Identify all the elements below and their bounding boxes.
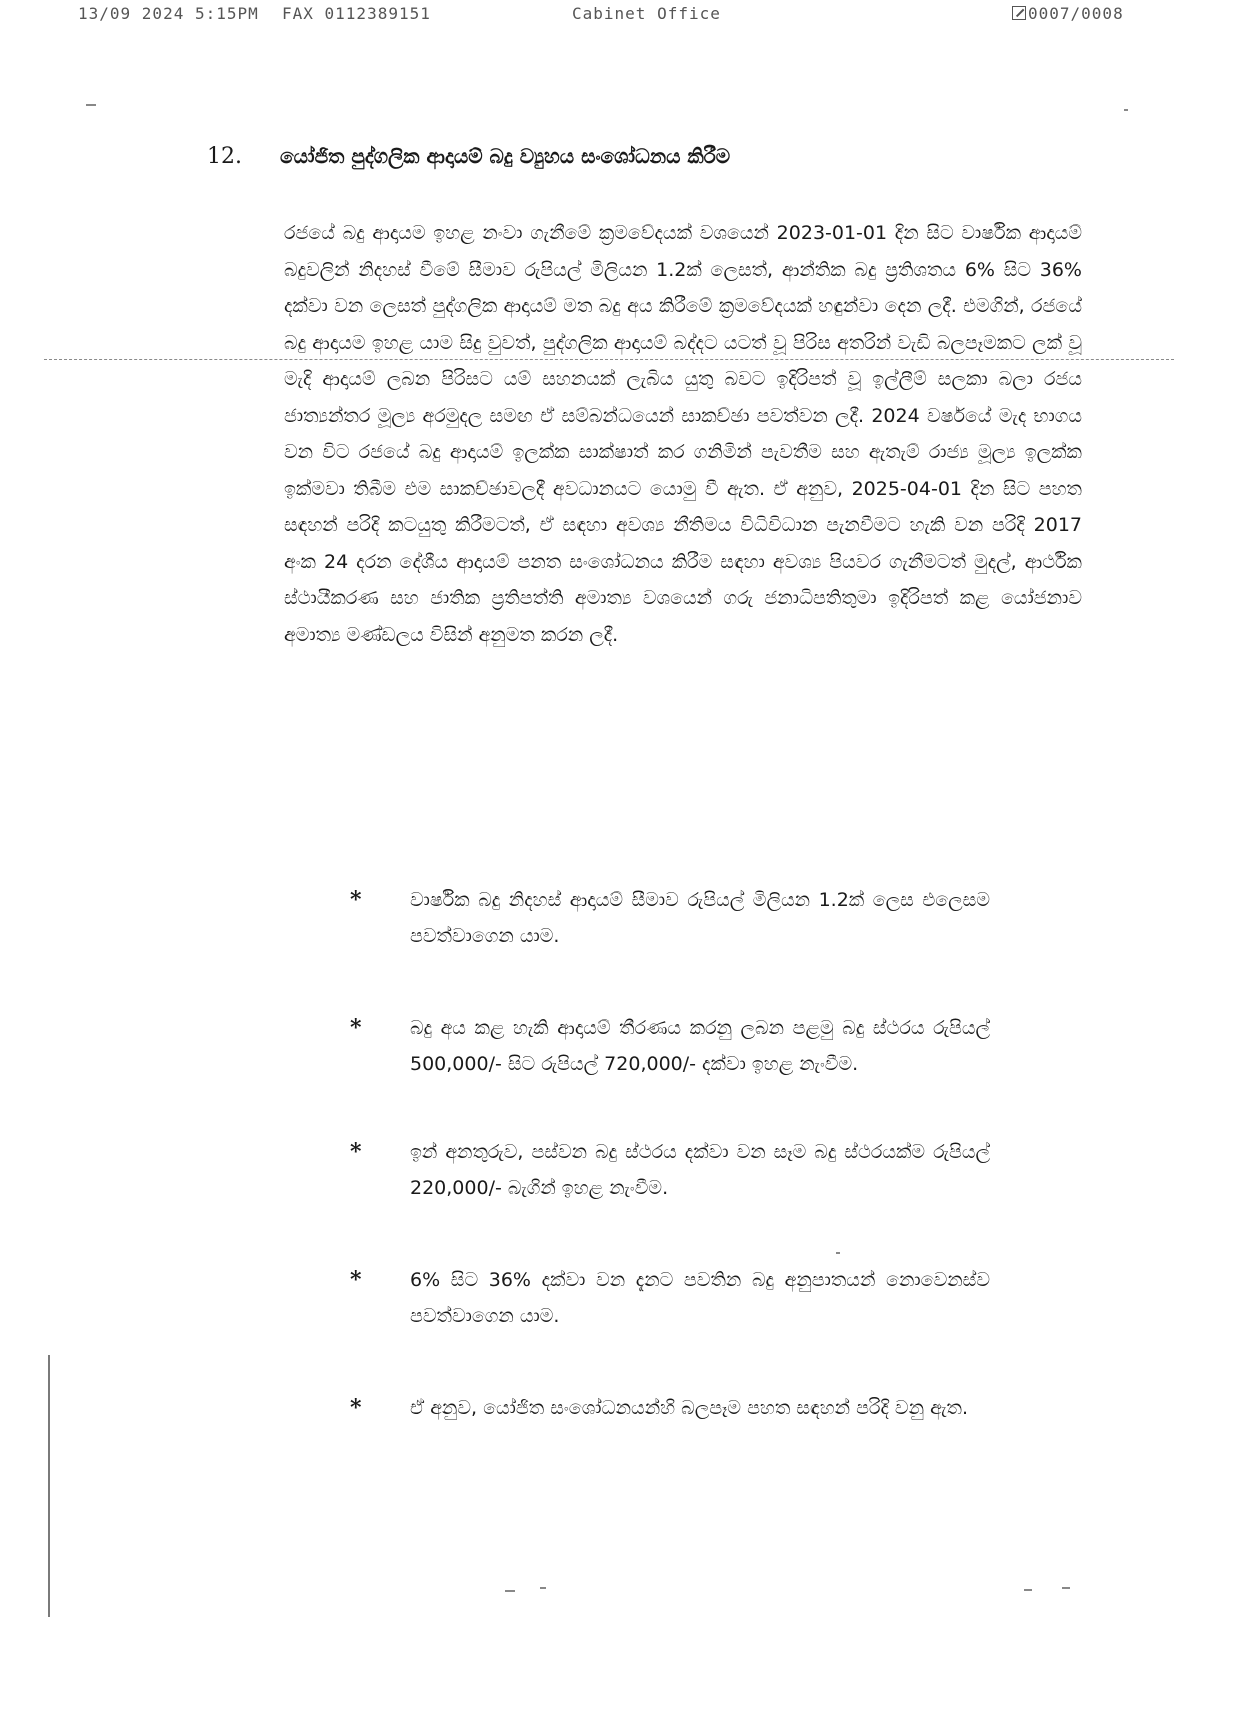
fax-transmission-header bbox=[0, 4, 1254, 28]
bullet-item bbox=[350, 1390, 990, 1426]
asterisk-bullet-icon: * bbox=[350, 1139, 362, 1165]
bullet-text: ඉන් අනතුරුව, පස්වන බදු ස්ථරය දක්වා වන සෑම බදු ස්ථරයක්ම රුපියල් 220,000/- බැගින් ඉහළ නැංවීම. bbox=[410, 1141, 990, 1199]
scan-speck bbox=[1024, 1589, 1032, 1591]
fax-page-counter bbox=[1012, 4, 1124, 23]
scan-speck bbox=[86, 104, 96, 106]
fax-datetime: 13/09 2024 5:15PM bbox=[78, 4, 259, 23]
fax-page-number: 0007/0008 bbox=[1028, 4, 1124, 23]
bullet-text: බදු අය කළ හැකි ආදායම් තීරණය කරනු ලබන පළමු බදු ස්ථරය රුපියල් 500,000/- සිට රුපියල් 720,000/- දක්වා ඉහළ නැංවීම. bbox=[410, 1017, 990, 1075]
scan-speck bbox=[1124, 109, 1128, 111]
section-number: 12. bbox=[207, 144, 242, 169]
bullet-text: වාර්ෂික බදු නිදහස් ආදායම් සීමාව රුපියල් මිලියන 1.2ක් ලෙස එලෙසම පවත්වාගෙන යාම. bbox=[410, 889, 990, 947]
bullet-item bbox=[350, 1010, 990, 1082]
scan-speck bbox=[836, 1252, 840, 1254]
asterisk-bullet-icon: * bbox=[350, 1267, 362, 1293]
asterisk-bullet-icon: * bbox=[350, 1015, 362, 1041]
bullet-text: 6% සිට 36% දක්වා වන දැනට පවතින බදු අනුපාතයන් නොවෙනස්ව පවත්වාගෙන යාම. bbox=[410, 1269, 990, 1327]
section-heading: යෝජිත පුද්ගලික ආදායම් බදු ව්‍යුහය සංශෝධනය කිරීම bbox=[280, 144, 731, 168]
bullet-text: ඒ අනුව, යෝජිත සංශෝධනයන්හි බලපෑම පහත සඳහන් පරිදි වනු ඇත. bbox=[410, 1397, 969, 1419]
scan-speck bbox=[1062, 1587, 1070, 1589]
decision-bullet-list bbox=[350, 882, 990, 1482]
bullet-item bbox=[350, 1262, 990, 1334]
body-paragraph: රජයේ බදු ආදායම ඉහළ නංවා ගැනීමේ ක්‍රමවේදයක් වශයෙන් 2023-01-01 දින සිට වාර්ෂික ආදායම් බදුවලින් නිදහස් වීමේ සීමාව රුපියල් මිලියන 1.2ක් ලෙසත්, ආන්තික බදු ප්‍රතිශතය 6% සිට 36% දක්වා වන ලෙසත් පුද්ගලික ආදායම් මත බදු අය කිරීමේ ක්‍රමවේදයක් හඳුන්වා දෙන ලදී. එමගින්, රජයේ බදු ආදායම ඉහළ යාම සිදු වුවත්, පුද්ගලික ආදායම් බද්දට යටත් වූ පිරිස අතරින් වැඩි බලපෑමකට ලක් වූ මැදි ආදායම් ලබන පිරිසට යම් සහනයක් ලැබිය යුතු බවට ඉදිරිපත් වූ ඉල්ලීම් සලකා බලා රජය ජාත්‍යන්තර මූල්‍ය අරමුදල සමඟ ඒ සම්බන්ධයෙන් සාකච්ඡා පවත්වන ලදී. 2024 වර්ෂයේ මැද භාගය වන විට රජයේ බදු ආදායම් ඉලක්ක සාක්ෂාත් කර ගනිමින් පැවතීම සහ ඇතැම් රාජ්‍ය මූල්‍ය ඉලක්ක ඉක්මවා තිබීම එම සාකච්ඡාවලදී අවධානයට යොමු වී ඇත. ඒ අනුව, 2025-04-01 දින සිට පහත සඳහන් පරිදි කටයුතු කිරීමටත්, ඒ සඳහා අවශ්‍ය නීතිමය විධිවිධාන පැනවීමට හැකි වන පරිදි 2017 අංක 24 දරන දේශීය ආදායම් පනත සංශෝධනය කිරීම සඳහා අවශ්‍ය පියවර ගැනීමටත් මුදල්, ආර්ථික ස්ථායීකරණ සහ ජාතික ප්‍රතිපත්ති අමාත්‍ය වශයෙන් ගරු ජනාධිපතිතුමා ඉදිරිපත් කළ යෝජනාව අමාත්‍ය මණ්ඩලය විසින් අනුමත කරන ලදී. bbox=[284, 222, 1083, 646]
asterisk-bullet-icon: * bbox=[350, 1395, 362, 1421]
scan-artifact-vertical-line bbox=[48, 1355, 50, 1617]
scan-speck bbox=[540, 1587, 546, 1589]
fax-sender: Cabinet Office bbox=[572, 4, 721, 23]
page-status-icon bbox=[1012, 6, 1026, 20]
scan-speck bbox=[505, 1590, 515, 1592]
scan-artifact-dashed-line bbox=[44, 359, 1174, 360]
asterisk-bullet-icon: * bbox=[350, 887, 362, 913]
fax-number: FAX 0112389151 bbox=[282, 4, 431, 23]
bullet-item bbox=[350, 882, 990, 954]
bullet-item bbox=[350, 1134, 990, 1206]
